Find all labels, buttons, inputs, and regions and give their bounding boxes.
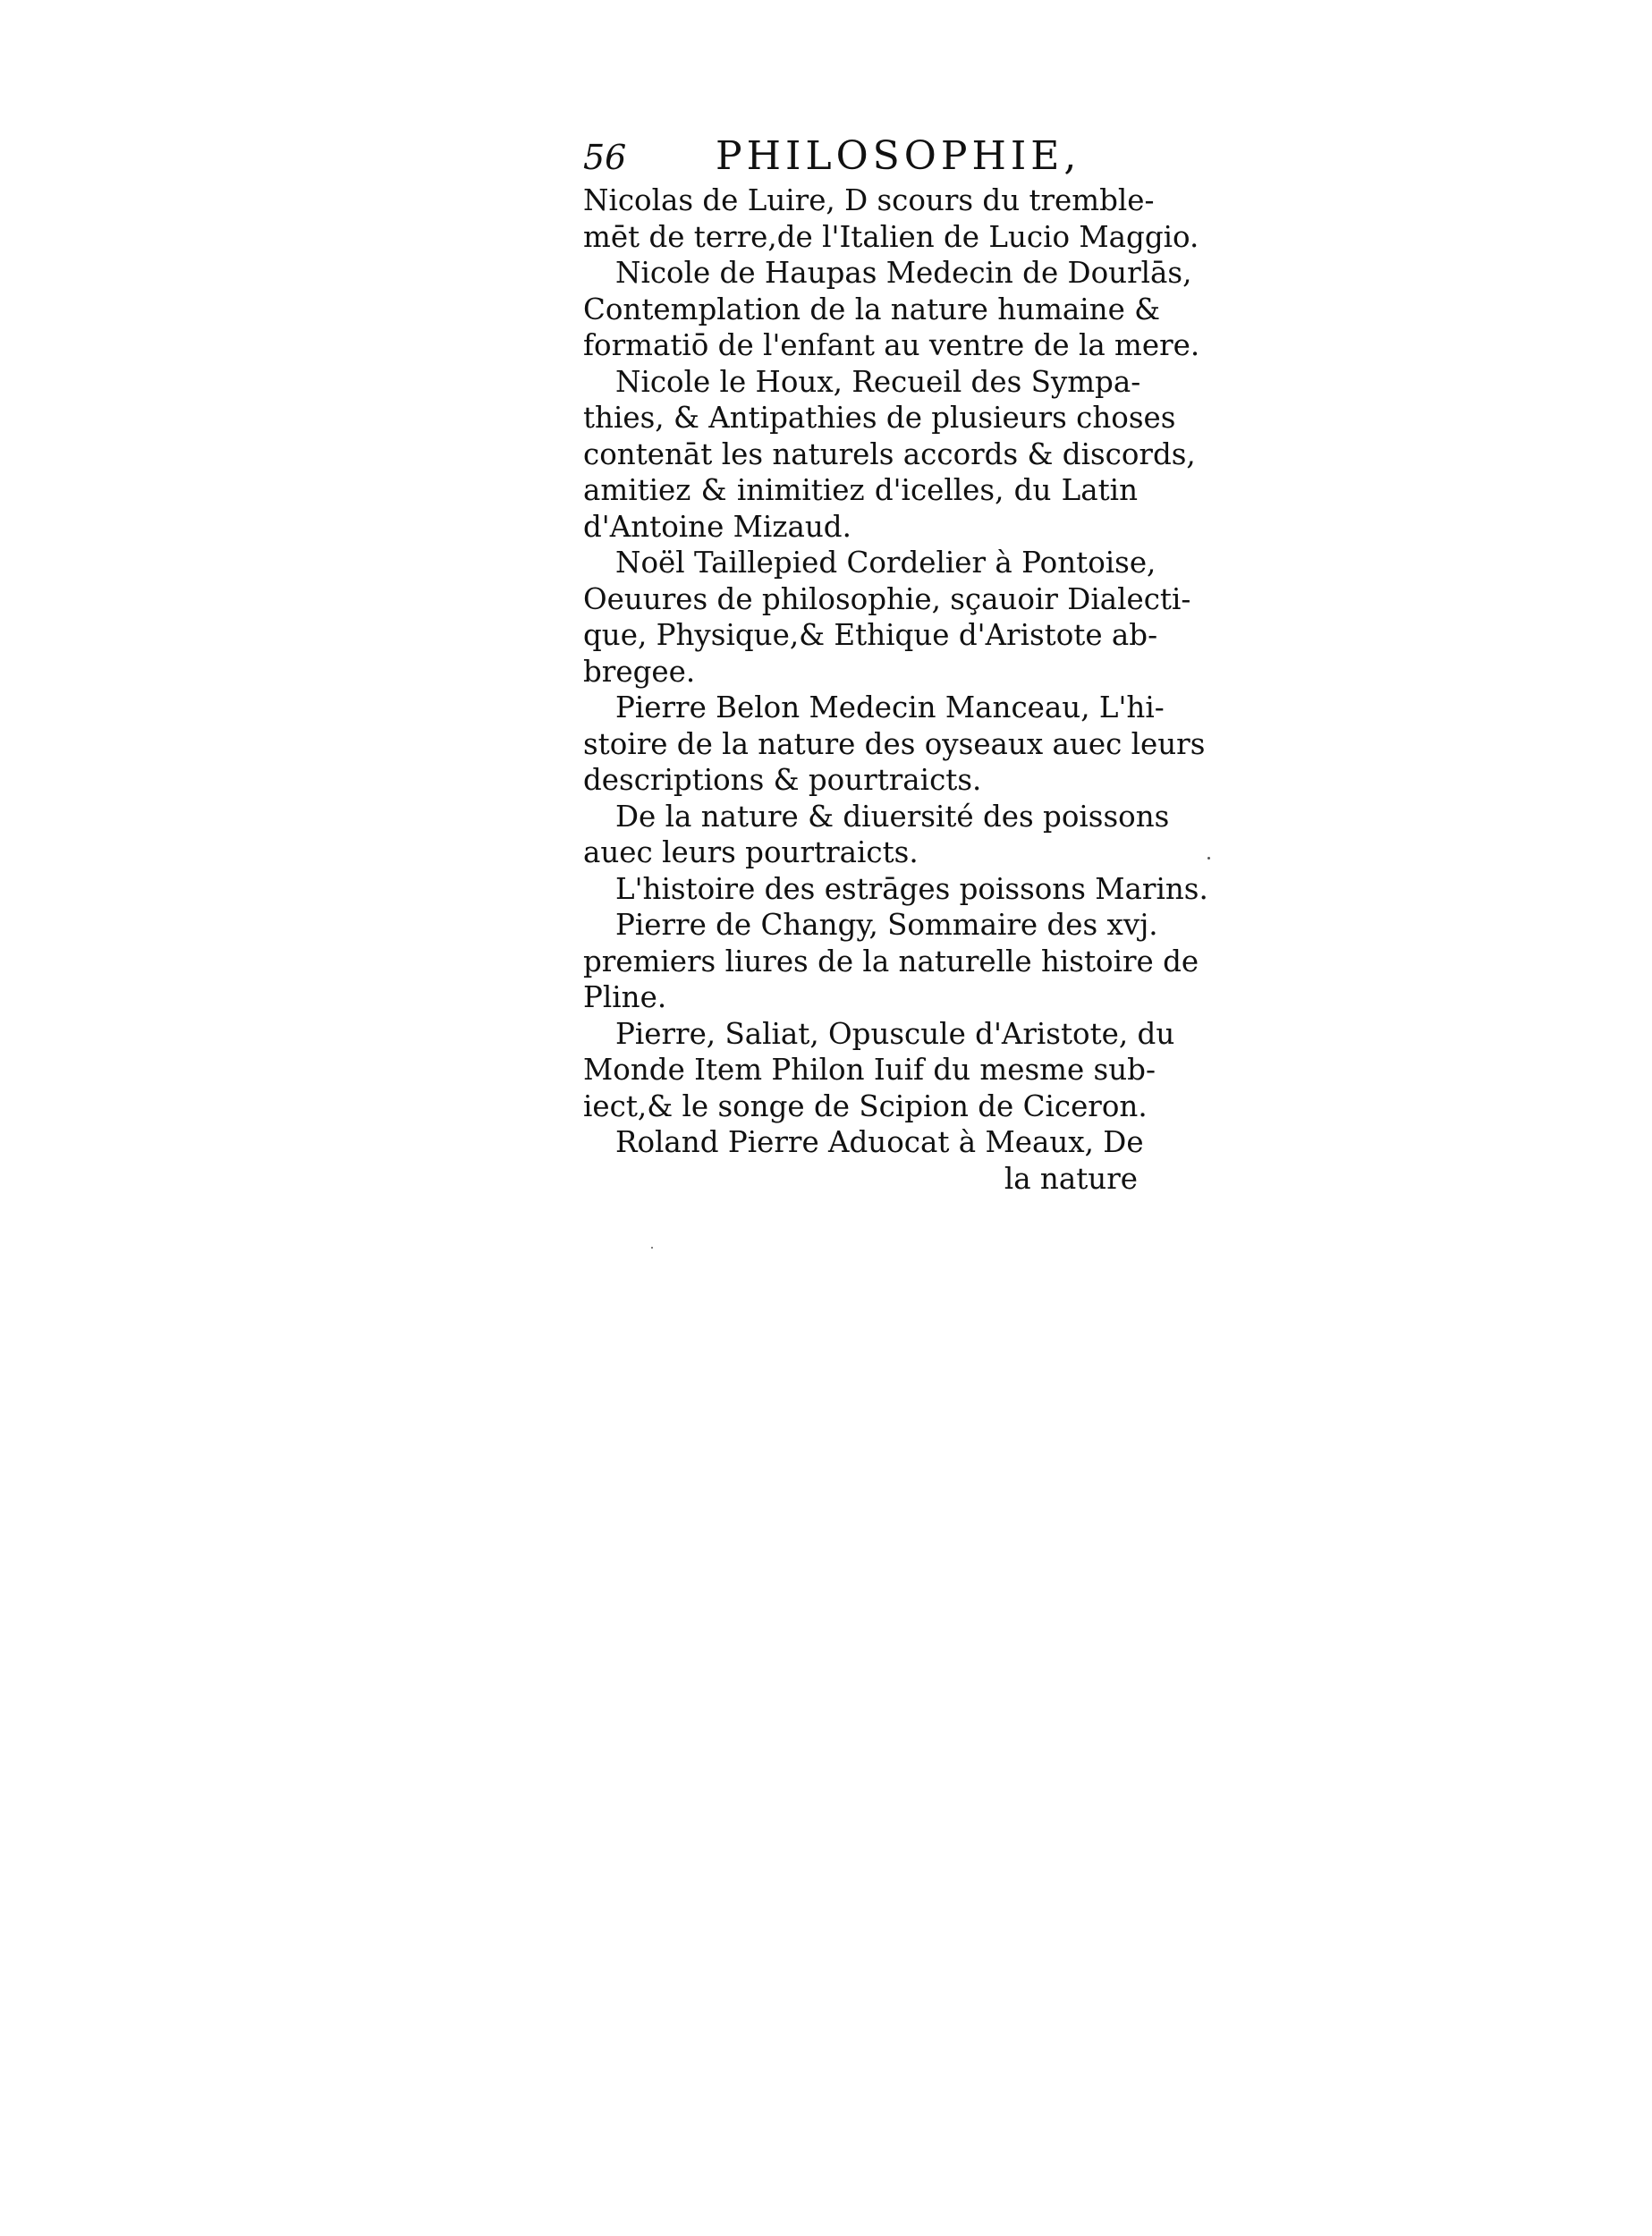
text-line: thies, & Antipathies de plusieurs choses bbox=[583, 401, 1176, 435]
text-line: Nicolas de Luire, D scours du tremble- bbox=[583, 183, 1155, 217]
text-line: que, Physique,& Ethique d'Aristote ab- bbox=[583, 618, 1158, 652]
text-line: formatiō de l'enfant au ventre de la mere. bbox=[583, 328, 1200, 362]
paper-speck bbox=[1207, 857, 1210, 860]
text-line: Pierre Belon Medecin Manceau, L'hi- bbox=[615, 690, 1165, 724]
text-line: Oeuures de philosophie, sçauoir Dialecti- bbox=[583, 581, 1191, 616]
text-line: stoire de la nature des oyseaux auec leurs bbox=[583, 726, 1206, 761]
text-line: d'Antoine Mizaud. bbox=[583, 509, 851, 544]
text-line: Roland Pierre Aduocat à Meaux, De bbox=[615, 1125, 1144, 1159]
text-line: descriptions & pourtraicts. bbox=[583, 763, 982, 797]
text-line: bregee. bbox=[583, 654, 696, 689]
text-line: Pierre, Saliat, Opuscule d'Aristote, du bbox=[615, 1016, 1175, 1051]
text-line: premiers liures de la naturelle histoire de bbox=[583, 944, 1199, 978]
text-line: mēt de terre,de l'Italien de Lucio Maggio. bbox=[583, 219, 1199, 254]
text-line: De la nature & diuersité des poissons bbox=[615, 799, 1170, 834]
text-line: L'histoire des estrāges poissons Marins. bbox=[615, 871, 1208, 906]
page-header bbox=[583, 134, 1138, 179]
text-line: Pline. bbox=[583, 980, 667, 1014]
text-block bbox=[583, 182, 1208, 1197]
running-head: PHILOSOPHIE, bbox=[716, 133, 1081, 179]
text-line: iect,& le songe de Scipion de Ciceron. bbox=[583, 1088, 1148, 1123]
text-line: contenāt les naturels accords & discords, bbox=[583, 436, 1196, 471]
text-line: Pierre de Changy, Sommaire des xvj. bbox=[615, 908, 1158, 942]
page-number: 56 bbox=[583, 138, 627, 177]
text-line: Contemplation de la nature humaine & bbox=[583, 292, 1161, 326]
text-line: auec leurs pourtraicts. bbox=[583, 835, 919, 869]
text-line: Nicole de Haupas Medecin de Dourlās, bbox=[615, 256, 1192, 290]
text-line: amitiez & inimitiez d'icelles, du Latin bbox=[583, 473, 1138, 507]
text-line: Noël Taillepied Cordelier à Pontoise, bbox=[615, 546, 1156, 580]
catchword: la nature bbox=[1004, 1161, 1138, 1196]
text-line: Monde Item Philon Iuif du mesme sub- bbox=[583, 1053, 1156, 1087]
paper-speck bbox=[651, 1247, 653, 1249]
text-line: Nicole le Houx, Recueil des Sympa- bbox=[615, 364, 1141, 399]
